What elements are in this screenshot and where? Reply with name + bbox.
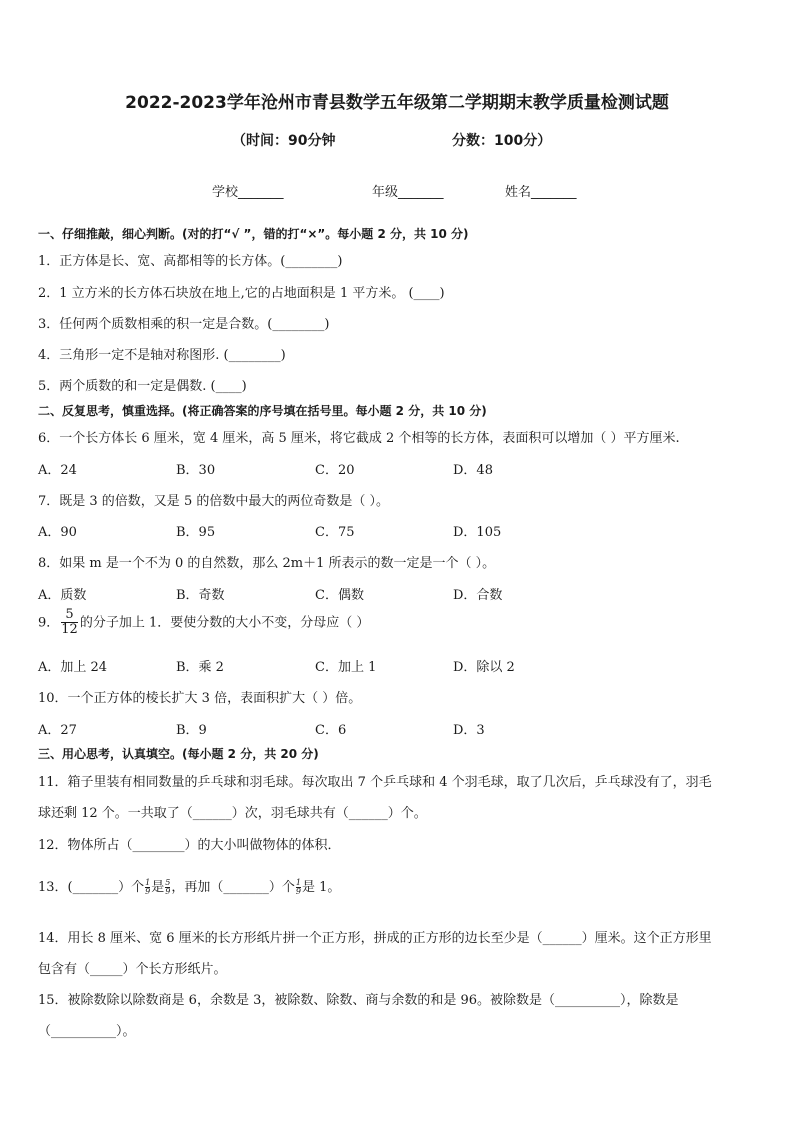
q13-part-1: 13．(_______）个 (38, 880, 145, 895)
q7-option-a: A．90 (38, 525, 77, 540)
page-title: 2022-2023学年沧州市青县数学五年级第二学期期末教学质量检测试题 (125, 93, 669, 113)
q10-option-b: B．9 (176, 723, 207, 738)
q13-f3-denominator: 9 (295, 887, 301, 896)
q13-f2-numerator: 5 (165, 878, 171, 887)
q6-option-c: C．20 (315, 463, 355, 478)
question-15-line-2: （__________）。 (38, 1024, 136, 1039)
q8-option-d: D．合数 (453, 588, 503, 603)
question-6: 6．一个长方体长 6 厘米，宽 4 厘米，高 5 厘米，将它截成 2 个相等的长方体，表面积可以增加（ ）平方厘米. (38, 431, 680, 446)
q10-option-d: D．3 (453, 723, 485, 738)
q10-option-c: C．6 (315, 723, 347, 738)
section-1-heading: 一、仔细推敲，细心判断。(对的打“√ ”，错的打“×”。每小题 2 分，共 10 分) (38, 227, 469, 241)
q13-f2-denominator: 9 (165, 887, 171, 896)
q9-number: 9． (38, 615, 60, 631)
question-12: 12．物体所占（________）的大小叫做物体的体积． (38, 838, 341, 853)
grade-field: 年级_______ (372, 185, 444, 200)
question-7: 7．既是 3 的倍数，又是 5 的倍数中最大的两位奇数是（ ）。 (38, 494, 389, 509)
q13-f1-numerator: 1 (145, 878, 151, 887)
q13-fraction-1 (145, 879, 150, 896)
question-4: 4．三角形一定不是轴对称图形. (________) (38, 348, 286, 363)
q8-option-b: B．奇数 (176, 588, 225, 603)
q13-fraction-2 (165, 879, 170, 896)
q13-fraction-3 (296, 879, 301, 896)
q9-fraction (61, 608, 78, 638)
q13-part-4: 是 1。 (301, 880, 341, 895)
question-14-line-1: 14．用长 8 厘米、宽 6 厘米的长方形纸片拼一个正方形，拼成的正方形的边长至少是（______）厘米。这个正方形里 (38, 931, 712, 946)
question-1: 1．正方体是长、宽、高都相等的长方体。(________) (38, 254, 343, 269)
q13-part-2: 是 (151, 880, 165, 895)
q9-fraction-numerator: 5 (61, 608, 78, 623)
q9-fraction-denominator: 12 (61, 622, 78, 638)
q7-option-c: C．75 (315, 525, 355, 540)
q13-f1-denominator: 9 (145, 887, 151, 896)
q9-option-b: B．乘 2 (176, 660, 224, 675)
question-15-line-1: 15．被除数除以除数商是 6，余数是 3，被除数、除数、商与余数的和是 96。被除数是（__________），除数是 (38, 993, 679, 1008)
q9-text: 的分子加上 1．要使分数的大小不变，分母应（ ） (79, 615, 370, 631)
question-11-line-2: 球还剩 12 个。一共取了（______）次，羽毛球共有（______）个。 (38, 806, 427, 821)
q10-option-a: A．27 (38, 723, 77, 738)
section-3-heading: 三、用心思考，认真填空。(每小题 2 分，共 20 分) (38, 747, 319, 761)
q6-option-b: B．30 (176, 463, 216, 478)
q7-option-d: D．105 (453, 525, 502, 540)
time-label: （时间：90分钟 (232, 133, 336, 149)
question-10: 10．一个正方体的棱长扩大 3 倍，表面积扩大（ ）倍。 (38, 691, 362, 706)
question-9 (38, 608, 369, 638)
score-label: 分数：100分） (452, 133, 552, 149)
question-11-line-1: 11．箱子里装有相同数量的乒乓球和羽毛球。每次取出 7 个乒乓球和 4 个羽毛球，取了几次后，乒乓球没有了，羽毛 (38, 775, 712, 790)
q9-option-c: C．加上 1 (315, 660, 377, 675)
question-2: 2．1 立方米的长方体石块放在地上,它的占地面积是 1 平方米。 (____) (38, 286, 445, 301)
q8-option-a: A．质数 (38, 588, 87, 603)
question-8: 8．如果 m 是一个不为 0 的自然数，那么 2m＋1 所表示的数一定是一个（ ）。 (38, 556, 496, 571)
q13-f3-numerator: 1 (295, 878, 301, 887)
school-field: 学校_______ (212, 185, 284, 200)
q9-option-d: D．除以 2 (453, 660, 515, 675)
q8-option-c: C．偶数 (315, 588, 364, 603)
question-5: 5．两个质数的和一定是偶数. (____) (38, 379, 247, 394)
section-2-heading: 二、反复思考，慎重选择。(将正确答案的序号填在括号里。每小题 2 分，共 10 分) (38, 404, 487, 418)
question-14-line-2: 包含有（_____）个长方形纸片。 (38, 962, 227, 977)
q13-part-3: ，再加（_______）个 (171, 880, 295, 895)
q6-option-d: D．48 (453, 463, 493, 478)
q6-option-a: A．24 (38, 463, 77, 478)
name-field: 姓名_______ (505, 185, 577, 200)
q9-option-a: A．加上 24 (38, 660, 108, 675)
question-13 (38, 876, 340, 896)
question-3: 3．任何两个质数相乘的积一定是合数。(________) (38, 317, 330, 332)
q7-option-b: B．95 (176, 525, 216, 540)
